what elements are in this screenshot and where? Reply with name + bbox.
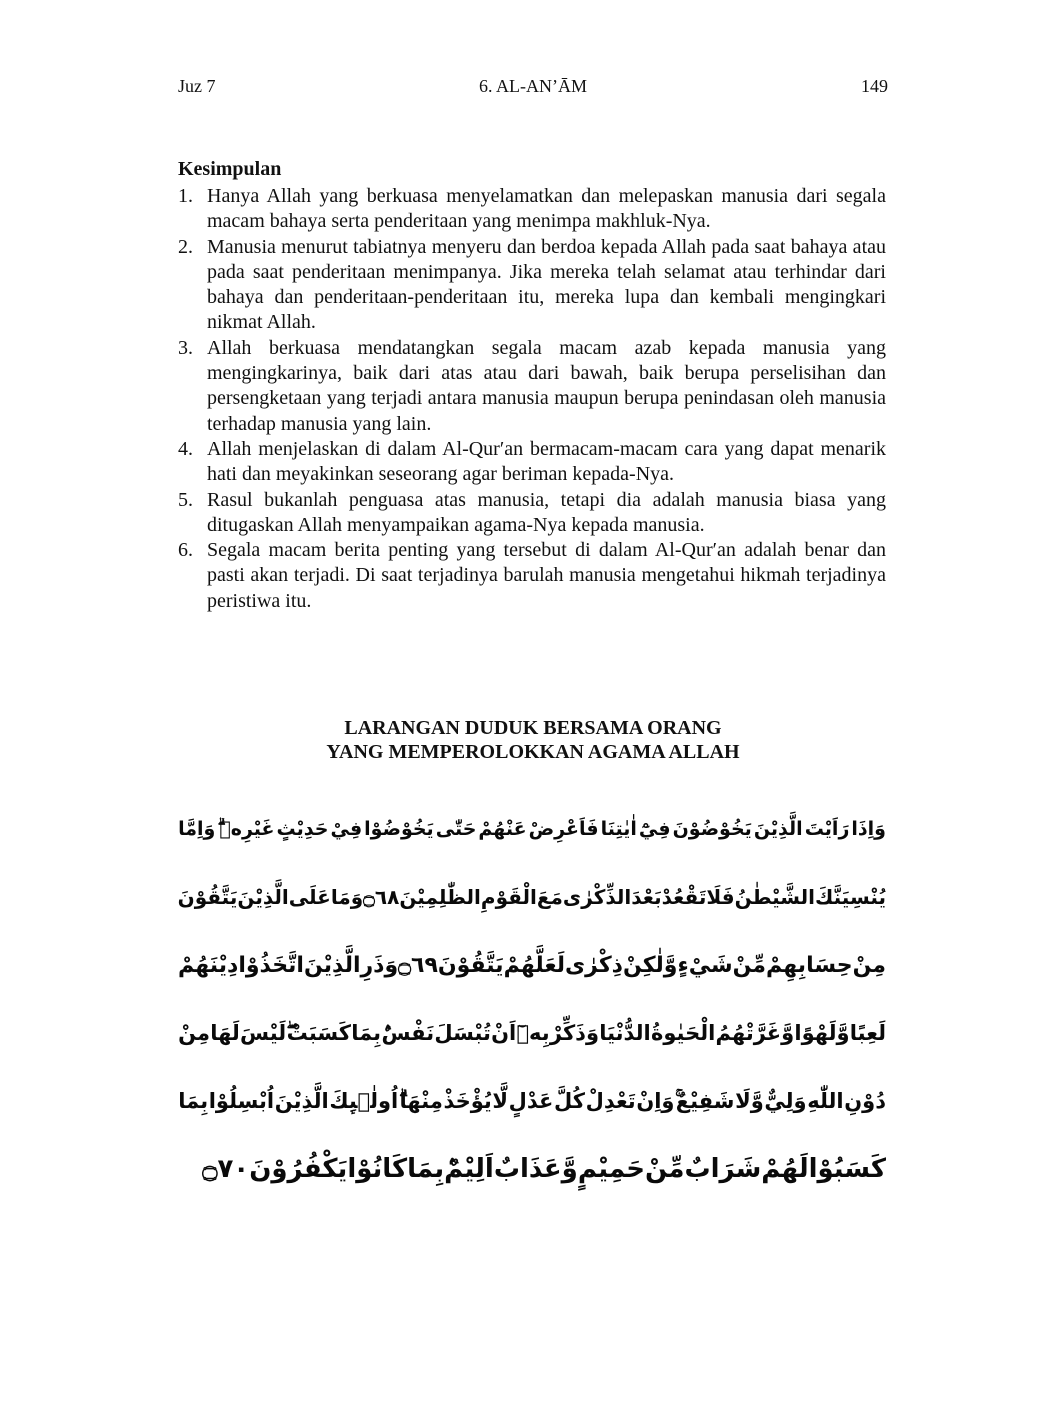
arabic-word: وَّلَا bbox=[735, 1089, 764, 1113]
arabic-word: وَّلٰكِنْ bbox=[622, 952, 678, 978]
item-number: 6. bbox=[178, 539, 193, 562]
arabic-word: غَيْرِهٖ bbox=[219, 818, 275, 840]
arabic-word: حَتّٰى bbox=[435, 818, 477, 840]
item-text: Rasul bukanlah penguasa atas manusia, tetapi dia adalah manusia biasa yang ditugaskan Allah menyampaikan agama-Nya kepada manusia. bbox=[207, 488, 886, 536]
arabic-word: الْحَيٰوةُ bbox=[650, 1021, 716, 1045]
arabic-word: وَذَكِّرْ bbox=[549, 1021, 599, 1045]
arabic-word: الْقَوْمِ bbox=[480, 885, 537, 909]
page-number: 149 bbox=[861, 76, 888, 96]
section-heading bbox=[178, 716, 888, 764]
item-number: 1. bbox=[178, 185, 193, 207]
arabic-word: وَلِيٌّ bbox=[764, 1089, 807, 1113]
list-item bbox=[178, 235, 886, 336]
item-text: Hanya Allah yang berkuasa menyelamatkan dan melepaskan manusia dari segala macam bahaya serta penderitaan yang menimpa makhluk-Nya. bbox=[207, 185, 886, 233]
conclusion-list bbox=[178, 184, 886, 614]
arabic-word: كُلَّ bbox=[554, 1089, 585, 1113]
arabic-word: اتَّخَذُوْا bbox=[238, 952, 304, 978]
arabic-word: لَعَلَّهُمْ bbox=[503, 952, 565, 978]
arabic-word: الَّذِيْنَ bbox=[753, 818, 803, 840]
arabic-word: دِيْنَهُمْ bbox=[178, 952, 239, 978]
arabic-word: نَفْسٌ bbox=[381, 1021, 435, 1045]
arabic-word: وَّغَرَّتْهُمُ bbox=[715, 1021, 795, 1045]
arabic-word: وَاِمَّا bbox=[178, 818, 216, 840]
arabic-word: يَخُوْضُوْا bbox=[364, 818, 434, 840]
arabic-word: شَرَابٌ bbox=[684, 1154, 762, 1184]
arabic-word: يَخُوْضُوْنَ bbox=[672, 818, 752, 840]
arabic-word: يَتَّقُوْنَ bbox=[178, 885, 238, 909]
arabic-word: ۝٦٨ bbox=[363, 885, 400, 909]
arabic-word: يُنْسِيَنَّكَ bbox=[815, 885, 886, 909]
arabic-word: عَدْلٍ bbox=[508, 1089, 554, 1113]
list-item bbox=[178, 437, 886, 488]
arabic-word: بِمَا bbox=[351, 1021, 382, 1045]
arabic-word: لَهَا bbox=[210, 1021, 240, 1045]
arabic-word: فِيْٓ bbox=[638, 818, 671, 840]
page-header bbox=[178, 76, 888, 102]
arabic-word: مِنْهَا bbox=[399, 1089, 443, 1113]
arabic-word: اُولٰۤىِٕكَ bbox=[329, 1089, 399, 1113]
surah-title: 6. AL-AN’ĀM bbox=[479, 76, 587, 96]
arabic-word: ۝٦٩ bbox=[398, 952, 438, 978]
item-number: 4. bbox=[178, 437, 193, 460]
arabic-word: يُؤْخَذْ bbox=[443, 1089, 492, 1113]
arabic-word: اٰيٰتِنَا bbox=[600, 818, 637, 840]
item-number: 3. bbox=[178, 336, 193, 359]
list-item bbox=[178, 488, 886, 539]
item-number: 5. bbox=[178, 488, 193, 511]
arabic-line bbox=[178, 1135, 886, 1203]
arabic-line bbox=[178, 1067, 886, 1135]
arabic-word: بِمَا bbox=[178, 1089, 209, 1113]
arabic-line bbox=[178, 863, 886, 931]
arabic-line bbox=[178, 795, 886, 863]
arabic-word: بِهٖٓ bbox=[516, 1021, 550, 1045]
arabic-word: بِمَا bbox=[407, 1154, 445, 1184]
arabic-word: كَانُوْا bbox=[347, 1154, 408, 1184]
arabic-word: وَاِنْ bbox=[636, 1089, 675, 1113]
arabic-word: مِّنْ bbox=[732, 952, 767, 978]
arabic-word: وَمَا bbox=[330, 885, 364, 909]
list-item bbox=[178, 184, 886, 235]
arabic-word: بَعْدَ bbox=[631, 885, 662, 909]
arabic-word: اُبْسِلُوْا bbox=[208, 1089, 275, 1113]
item-text: Segala macam berita penting yang tersebut di dalam Al-Qur′an adalah benar dan pasti akan terjadi. Di saat terjadinya barulah manusia mengetahui hikmah terjadinya peristiwa itu. bbox=[207, 539, 886, 612]
arabic-word: فِيْ bbox=[330, 818, 363, 840]
arabic-word: كَسَبَتْ bbox=[286, 1021, 351, 1045]
arabic-word: دُوْنِ bbox=[844, 1089, 886, 1113]
arabic-word: ذِكْرٰى bbox=[565, 952, 623, 978]
conclusion-title: Kesimpulan bbox=[178, 158, 282, 180]
arabic-word: رَاَيْتَ bbox=[804, 818, 850, 840]
section-heading-line-2: YANG MEMPEROLOKKAN AGAMA ALLAH bbox=[326, 741, 740, 763]
juz-label: Juz 7 bbox=[178, 76, 216, 96]
arabic-word: لَّا bbox=[492, 1089, 509, 1113]
arabic-word: وَذَرِ bbox=[360, 952, 399, 978]
arabic-word: لَيْسَ bbox=[240, 1021, 287, 1045]
arabic-word: لَهُمْ bbox=[761, 1154, 809, 1184]
item-text: Allah berkuasa mendatangkan segala macam azab kepada manusia yang mengingkarinya, baik dari atas atau dari bawah, baik berupa perselisihan dan persengketaan yang terjadi antara manusia maupun berupa penindasan oleh manusia terhadap manusia yang lain. bbox=[207, 336, 886, 435]
arabic-line bbox=[178, 931, 886, 999]
arabic-word: شَيْءٍ bbox=[677, 952, 733, 978]
arabic-word: فَلَا bbox=[706, 885, 735, 909]
arabic-word: اللّٰهِ bbox=[807, 1089, 844, 1113]
arabic-word: حَدِيْثٍ bbox=[276, 818, 329, 840]
arabic-word: حِسَابِهِمْ bbox=[766, 952, 853, 978]
arabic-word: مِنْ bbox=[852, 952, 886, 978]
arabic-word: مَعَ bbox=[536, 885, 563, 909]
arabic-word: الَّذِيْنَ bbox=[274, 1089, 329, 1113]
item-text: Allah menjelaskan di dalam Al-Qur′an bermacam-macam cara yang dapat menarik hati dan meyakinkan seseorang agar beriman kepada-Nya. bbox=[207, 437, 886, 486]
arabic-word: تَقْعُدْ bbox=[661, 885, 707, 909]
arabic-word: شَفِيْعٌ bbox=[675, 1089, 735, 1113]
arabic-word: فَاَعْرِضْ bbox=[528, 818, 599, 840]
list-item bbox=[178, 538, 886, 614]
arabic-word: وَّعَذَابٌ bbox=[493, 1154, 578, 1184]
arabic-word: يَتَّقُوْنَ bbox=[437, 952, 504, 978]
arabic-word: تُبْسَلَ bbox=[434, 1021, 491, 1045]
arabic-word: الَّذِيْنَ bbox=[303, 952, 361, 978]
arabic-word: ۝٧٠ bbox=[202, 1154, 250, 1184]
arabic-word: كَسَبُوْا bbox=[808, 1154, 886, 1184]
list-item bbox=[178, 336, 886, 437]
arabic-word: تَعْدِلْ bbox=[585, 1089, 636, 1113]
item-number: 2. bbox=[178, 235, 193, 258]
arabic-word: الشَّيْطٰنُ bbox=[734, 885, 816, 909]
section-heading-line-1: LARANGAN DUDUK BERSAMA ORANG bbox=[344, 717, 722, 739]
arabic-line bbox=[178, 999, 886, 1067]
arabic-word: لَعِبًا bbox=[849, 1021, 886, 1045]
arabic-word: مِنْ bbox=[178, 1021, 210, 1045]
arabic-word: الدُّنْيَا bbox=[599, 1021, 651, 1045]
arabic-verses bbox=[178, 795, 886, 1205]
arabic-word: الَّذِيْنَ bbox=[237, 885, 289, 909]
item-text: Manusia menurut tabiatnya menyeru dan berdoa kepada Allah pada saat bahaya atau pada saat penderitaan menimpanya. Jika mereka telah selamat atau terhindar dari bahaya dan penderitaan-penderitaan itu, mereka lupa dan kembali mengingkari nikmat Allah. bbox=[207, 235, 886, 334]
arabic-word: الذِّكْرٰى bbox=[562, 885, 632, 909]
arabic-word: عَنْهُمْ bbox=[478, 818, 527, 840]
arabic-word: حَمِيْمٍ bbox=[577, 1154, 645, 1184]
arabic-word: وَّلَهْوًا bbox=[794, 1021, 850, 1045]
arabic-word: وَاِذَا bbox=[851, 818, 886, 840]
arabic-word: اَلِيْمٌ bbox=[444, 1154, 494, 1184]
arabic-word: الظّٰلِمِيْنَ bbox=[399, 885, 481, 909]
arabic-word: اَنْ bbox=[491, 1021, 517, 1045]
arabic-word: مِّنْ bbox=[644, 1154, 685, 1184]
arabic-word: يَكْفُرُوْنَ bbox=[249, 1154, 348, 1184]
arabic-word: عَلَى bbox=[288, 885, 331, 909]
